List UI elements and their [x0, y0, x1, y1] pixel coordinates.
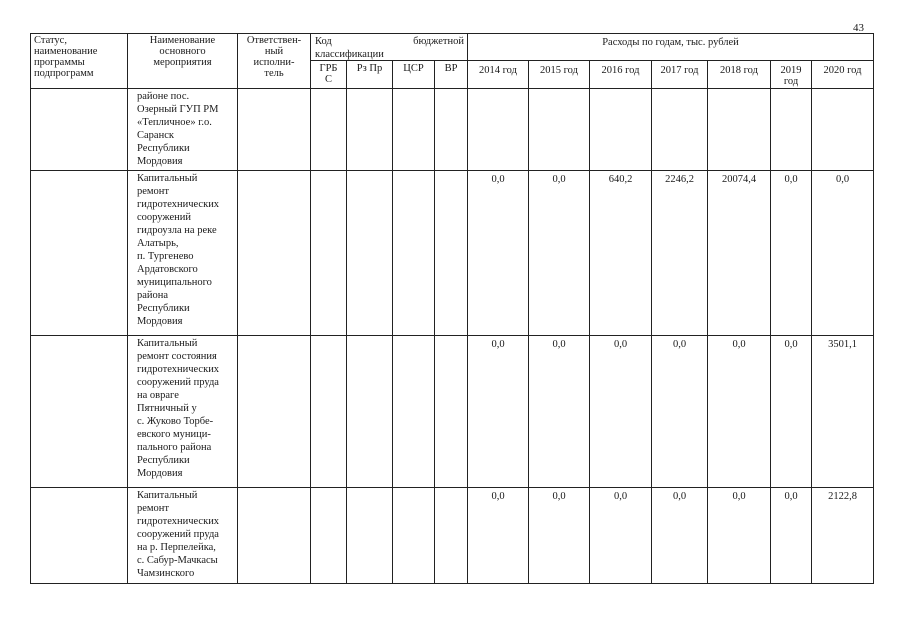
expense-cell-2020-год: 2122,8	[812, 488, 874, 584]
expense-cell-2019-год: 0,0	[771, 171, 812, 336]
header-year-2: 2016 год	[590, 61, 652, 89]
expense-cell-2020-год: 3501,1	[812, 336, 874, 488]
header-code-3: ВР	[435, 61, 468, 89]
expense-cell-2014-год	[468, 89, 529, 171]
budget-code-cell	[435, 89, 468, 171]
expense-cell-2016-год: 640,2	[590, 171, 652, 336]
budget-code-cell	[311, 336, 347, 488]
header-year-4: 2018 год	[708, 61, 771, 89]
header-code-0: ГРБ С	[311, 61, 347, 89]
header-year-1: 2015 год	[529, 61, 590, 89]
status-cell	[31, 89, 128, 171]
budget-code-cell	[311, 171, 347, 336]
header-year-5: 2019 год	[771, 61, 812, 89]
status-cell	[31, 171, 128, 336]
expense-cell-2019-год	[771, 89, 812, 171]
table-row	[31, 171, 874, 336]
expense-cell-2017-год: 0,0	[652, 488, 708, 584]
header-status: Статус, наименование программы подпрограмм	[31, 34, 128, 89]
header-budget-code: Код бюджетной классификации	[311, 34, 468, 61]
budget-table	[30, 33, 874, 584]
header-year-6: 2020 год	[812, 61, 874, 89]
table-row	[31, 89, 874, 171]
expense-cell-2015-год: 0,0	[529, 336, 590, 488]
budget-code-cell	[435, 171, 468, 336]
budget-code-cell	[311, 488, 347, 584]
responsible-cell	[238, 89, 311, 171]
expense-cell-2018-год: 0,0	[708, 488, 771, 584]
header-code-1: Рз Пр	[347, 61, 393, 89]
budget-code-cell	[311, 89, 347, 171]
responsible-cell	[238, 336, 311, 488]
budget-code-cell	[435, 336, 468, 488]
expense-cell-2017-год: 0,0	[652, 336, 708, 488]
expense-cell-2016-год	[590, 89, 652, 171]
budget-code-cell	[347, 171, 393, 336]
expense-cell-2017-год	[652, 89, 708, 171]
activity-name-cell: районе пос. Озерный ГУП РМ «Тепличное» г.о. Саранск Республики Мордовия	[128, 89, 238, 171]
expense-cell-2014-год: 0,0	[468, 488, 529, 584]
budget-code-cell	[393, 171, 435, 336]
budget-code-cell	[435, 488, 468, 584]
budget-code-cell	[347, 89, 393, 171]
status-cell	[31, 336, 128, 488]
header-year-0: 2014 год	[468, 61, 529, 89]
expense-cell-2017-год: 2246,2	[652, 171, 708, 336]
header-code-2: ЦСР	[393, 61, 435, 89]
expense-cell-2016-год: 0,0	[590, 336, 652, 488]
header-year-3: 2017 год	[652, 61, 708, 89]
status-cell	[31, 488, 128, 584]
budget-code-cell	[393, 89, 435, 171]
activity-name-cell: Капитальный ремонт гидротехнических сооружений гидроузла на реке Алатырь, п. Тургенево Ардатовского муниципального района Республики Мордовия	[128, 171, 238, 336]
expense-cell-2018-год: 20074,4	[708, 171, 771, 336]
expense-cell-2018-год: 0,0	[708, 336, 771, 488]
table-row	[31, 336, 874, 488]
budget-code-cell	[393, 336, 435, 488]
budget-code-cell	[347, 488, 393, 584]
expense-cell-2015-год: 0,0	[529, 488, 590, 584]
table-row	[31, 488, 874, 584]
expense-cell-2014-год: 0,0	[468, 336, 529, 488]
budget-code-cell	[347, 336, 393, 488]
responsible-cell	[238, 488, 311, 584]
responsible-cell	[238, 171, 311, 336]
header-name: Наименование основного мероприятия	[128, 34, 238, 89]
expense-cell-2018-год	[708, 89, 771, 171]
expense-cell-2020-год	[812, 89, 874, 171]
header-expenses: Расходы по годам, тыс. рублей	[468, 34, 874, 61]
expense-cell-2019-год: 0,0	[771, 336, 812, 488]
expense-cell-2019-год: 0,0	[771, 488, 812, 584]
budget-code-cell	[393, 488, 435, 584]
expense-cell-2016-год: 0,0	[590, 488, 652, 584]
expense-cell-2014-год: 0,0	[468, 171, 529, 336]
expense-cell-2015-год	[529, 89, 590, 171]
expense-cell-2020-год: 0,0	[812, 171, 874, 336]
activity-name-cell: Капитальный ремонт состояния гидротехнических сооружений пруда на овраге Пятничный у с. Жуково Торбе- евского муници- пального района Республики Мордовия	[128, 336, 238, 488]
expense-cell-2015-год: 0,0	[529, 171, 590, 336]
page-number: 43	[853, 22, 864, 34]
header-responsible: Ответствен- ный исполни- тель	[238, 34, 311, 89]
activity-name-cell: Капитальный ремонт гидротехнических сооружений пруда на р. Перпелейка, с. Сабур-Мачкасы Чамзинского	[128, 488, 238, 584]
